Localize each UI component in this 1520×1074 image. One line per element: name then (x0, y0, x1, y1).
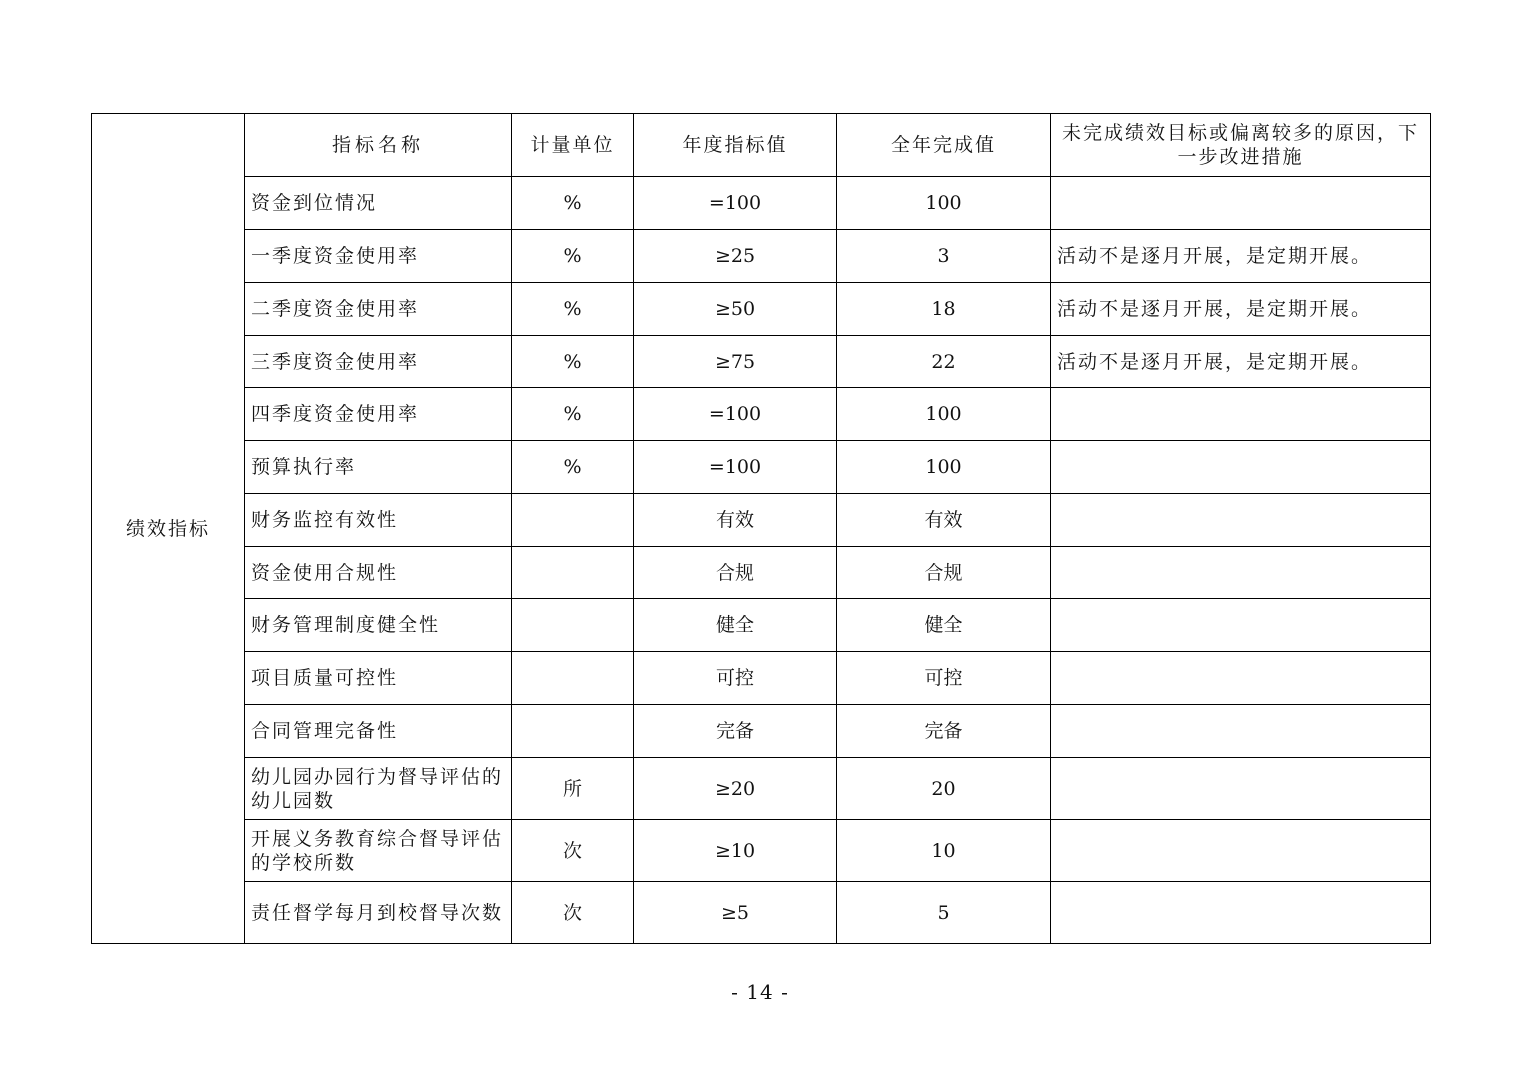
header-annual-actual: 全年完成值 (837, 114, 1051, 177)
reason-text: 活动不是逐月开展，是定期开展。 (1051, 283, 1431, 336)
reason-text (1051, 494, 1431, 547)
target-value: =100 (634, 177, 837, 230)
target-value: 完备 (634, 705, 837, 758)
actual-value: 健全 (837, 599, 1051, 652)
performance-indicator-table (91, 113, 1431, 944)
reason-text (1051, 177, 1431, 230)
actual-value: 100 (837, 441, 1051, 494)
actual-value: 可控 (837, 652, 1051, 705)
actual-value: 有效 (837, 494, 1051, 547)
indicator-name: 责任督学每月到校督导次数 (245, 882, 512, 944)
category-cell: 绩效指标 (92, 114, 245, 944)
unit-value: 次 (512, 820, 634, 882)
unit-value: 所 (512, 758, 634, 820)
table-row (92, 547, 1431, 599)
indicator-name: 预算执行率 (245, 441, 512, 494)
table-row (92, 230, 1431, 283)
indicator-name: 一季度资金使用率 (245, 230, 512, 283)
target-value: ≥75 (634, 336, 837, 388)
reason-text (1051, 652, 1431, 705)
actual-value: 合规 (837, 547, 1051, 599)
actual-value: 18 (837, 283, 1051, 336)
target-value: =100 (634, 388, 837, 441)
actual-value: 100 (837, 388, 1051, 441)
unit-value: % (512, 388, 634, 441)
actual-value: 20 (837, 758, 1051, 820)
table-row (92, 177, 1431, 230)
target-value: 合规 (634, 547, 837, 599)
target-value: 健全 (634, 599, 837, 652)
reason-text: 活动不是逐月开展，是定期开展。 (1051, 230, 1431, 283)
reason-text (1051, 441, 1431, 494)
indicator-name: 四季度资金使用率 (245, 388, 512, 441)
actual-value: 3 (837, 230, 1051, 283)
actual-value: 100 (837, 177, 1051, 230)
unit-value: % (512, 230, 634, 283)
table-row (92, 758, 1431, 820)
reason-text (1051, 882, 1431, 944)
unit-value (512, 705, 634, 758)
table-header-row (92, 114, 1431, 177)
unit-value: 次 (512, 882, 634, 944)
table-row (92, 283, 1431, 336)
target-value: ≥20 (634, 758, 837, 820)
table-row (92, 336, 1431, 388)
target-value: 可控 (634, 652, 837, 705)
indicator-name: 幼儿园办园行为督导评估的幼儿园数 (245, 758, 512, 820)
target-value: ≥25 (634, 230, 837, 283)
header-unit: 计量单位 (512, 114, 634, 177)
table-row (92, 882, 1431, 944)
header-indicator-name: 指标名称 (245, 114, 512, 177)
indicator-name: 三季度资金使用率 (245, 336, 512, 388)
indicator-name: 项目质量可控性 (245, 652, 512, 705)
reason-text (1051, 820, 1431, 882)
unit-value (512, 652, 634, 705)
unit-value: % (512, 283, 634, 336)
unit-value (512, 547, 634, 599)
table-row (92, 441, 1431, 494)
indicator-name: 财务监控有效性 (245, 494, 512, 547)
page-number: - 14 - (731, 980, 789, 1004)
header-annual-target: 年度指标值 (634, 114, 837, 177)
reason-text (1051, 547, 1431, 599)
target-value: 有效 (634, 494, 837, 547)
reason-text: 活动不是逐月开展，是定期开展。 (1051, 336, 1431, 388)
target-value: ≥50 (634, 283, 837, 336)
table-row (92, 494, 1431, 547)
unit-value: % (512, 177, 634, 230)
unit-value: % (512, 441, 634, 494)
target-value: ≥10 (634, 820, 837, 882)
indicator-name: 资金到位情况 (245, 177, 512, 230)
table-row (92, 599, 1431, 652)
target-value: =100 (634, 441, 837, 494)
unit-value (512, 494, 634, 547)
unit-value (512, 599, 634, 652)
indicator-name: 开展义务教育综合督导评估的学校所数 (245, 820, 512, 882)
indicator-name: 资金使用合规性 (245, 547, 512, 599)
table-row (92, 820, 1431, 882)
table-row (92, 388, 1431, 441)
actual-value: 10 (837, 820, 1051, 882)
reason-text (1051, 705, 1431, 758)
actual-value: 完备 (837, 705, 1051, 758)
target-value: ≥5 (634, 882, 837, 944)
actual-value: 22 (837, 336, 1051, 388)
indicator-name: 财务管理制度健全性 (245, 599, 512, 652)
reason-text (1051, 388, 1431, 441)
unit-value: % (512, 336, 634, 388)
indicator-name: 合同管理完备性 (245, 705, 512, 758)
table-row (92, 705, 1431, 758)
indicator-name: 二季度资金使用率 (245, 283, 512, 336)
header-reason: 未完成绩效目标或偏离较多的原因，下一步改进措施 (1051, 114, 1431, 177)
actual-value: 5 (837, 882, 1051, 944)
reason-text (1051, 599, 1431, 652)
table-row (92, 652, 1431, 705)
reason-text (1051, 758, 1431, 820)
